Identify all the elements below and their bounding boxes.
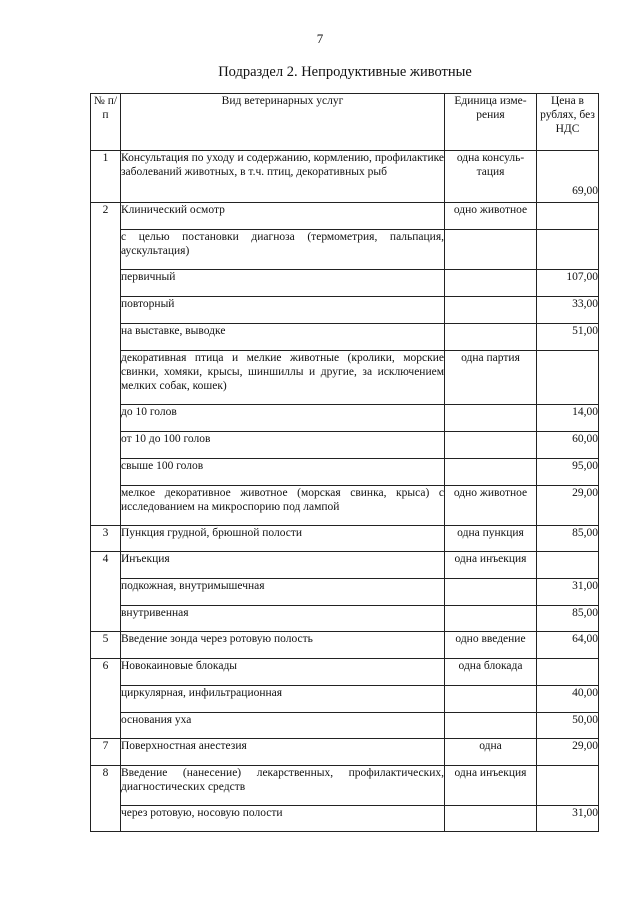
price-value: 95,00: [537, 459, 599, 486]
service-name: через ротовую, носовую полости: [121, 806, 445, 832]
header-service: Вид ветеринарных услуг: [121, 94, 445, 151]
unit-of-measure: одна консуль-тация: [445, 151, 537, 203]
service-name: Введение зонда через ротовую полость: [121, 632, 445, 659]
price-value: 69,00: [537, 151, 599, 203]
unit-of-measure: [445, 230, 537, 270]
price-value: 85,00: [537, 606, 599, 632]
price-table: [90, 93, 599, 832]
table-row: [91, 579, 599, 606]
table-row: [91, 806, 599, 832]
service-name: Новокаиновые блокады: [121, 659, 445, 686]
service-name: Поверхностная анестезия: [121, 739, 445, 766]
unit-of-measure: [445, 806, 537, 832]
unit-of-measure: одна инъекция: [445, 552, 537, 579]
service-name: основания уха: [121, 713, 445, 739]
unit-of-measure: [445, 686, 537, 713]
price-value: 33,00: [537, 297, 599, 324]
header-unit: Единица изме-рения: [445, 94, 537, 151]
row-number: 3: [91, 526, 121, 552]
service-name: Консультация по уходу и содержанию, кормлению, профилактике заболеваний животных, в т.ч. птиц, декоративных рыб: [121, 151, 445, 203]
price-value: 40,00: [537, 686, 599, 713]
unit-of-measure: [445, 459, 537, 486]
page-number: 7: [316, 31, 324, 46]
table-row: [91, 766, 599, 806]
service-name: свыше 100 голов: [121, 459, 445, 486]
unit-of-measure: [445, 432, 537, 459]
service-name: декоративная птица и мелкие животные (кролики, морские свинки, хомяки, крысы, шиншиллы и другие, за исключением мелких собак, кошек): [121, 351, 445, 405]
service-name: Клинический осмотр: [121, 203, 445, 230]
unit-of-measure: одно животное: [445, 203, 537, 230]
price-value: [537, 552, 599, 579]
table-row: [91, 552, 599, 579]
unit-of-measure: [445, 713, 537, 739]
table-row: [91, 151, 599, 203]
unit-of-measure: [445, 405, 537, 432]
price-value: 29,00: [537, 486, 599, 526]
unit-of-measure: одна блокада: [445, 659, 537, 686]
price-value: [537, 766, 599, 806]
header-price: Цена в рублях, без НДС: [537, 94, 599, 151]
table-row: [91, 405, 599, 432]
price-value: [537, 230, 599, 270]
price-value: 107,00: [537, 270, 599, 297]
service-name: Пункция грудной, брюшной полости: [121, 526, 445, 552]
price-value: 50,00: [537, 713, 599, 739]
unit-of-measure: [445, 579, 537, 606]
service-name: Инъекция: [121, 552, 445, 579]
service-name: повторный: [121, 297, 445, 324]
price-value: 29,00: [537, 739, 599, 766]
table-row: [91, 526, 599, 552]
unit-of-measure: [445, 324, 537, 351]
row-number: 4: [91, 552, 121, 632]
service-name: внутривенная: [121, 606, 445, 632]
unit-of-measure: [445, 297, 537, 324]
service-name: первичный: [121, 270, 445, 297]
unit-of-measure: одна пункция: [445, 526, 537, 552]
row-number: 6: [91, 659, 121, 739]
table-row: [91, 632, 599, 659]
header-num: № п/п: [91, 94, 121, 151]
unit-of-measure: [445, 270, 537, 297]
service-name: на выставке, выводке: [121, 324, 445, 351]
service-name: подкожная, внутримышечная: [121, 579, 445, 606]
price-value: 31,00: [537, 579, 599, 606]
table-row: [91, 324, 599, 351]
table-header-row: [91, 94, 599, 151]
table-row: [91, 659, 599, 686]
price-value: 31,00: [537, 806, 599, 832]
row-number: 2: [91, 203, 121, 526]
unit-of-measure: одна инъекция: [445, 766, 537, 806]
unit-of-measure: одна партия: [445, 351, 537, 405]
service-name: мелкое декоративное животное (морская свинка, крыса) с исследованием на микроспорию под лампой: [121, 486, 445, 526]
service-name: от 10 до 100 голов: [121, 432, 445, 459]
table-row: [91, 270, 599, 297]
service-name: Введение (нанесение) лекарственных, профилактических, диагностических средств: [121, 766, 445, 806]
table-row: [91, 351, 599, 405]
price-value: 51,00: [537, 324, 599, 351]
price-value: [537, 203, 599, 230]
service-name: с целью постановки диагноза (термометрия, пальпация, аускультация): [121, 230, 445, 270]
service-name: до 10 голов: [121, 405, 445, 432]
table-row: [91, 432, 599, 459]
price-value: [537, 659, 599, 686]
unit-of-measure: одна: [445, 739, 537, 766]
unit-of-measure: одно животное: [445, 486, 537, 526]
price-value: 64,00: [537, 632, 599, 659]
price-value: 14,00: [537, 405, 599, 432]
price-value: [537, 351, 599, 405]
unit-of-measure: одно введение: [445, 632, 537, 659]
table-row: [91, 686, 599, 713]
row-number: 8: [91, 766, 121, 832]
table-row: [91, 203, 599, 230]
row-number: 1: [91, 151, 121, 203]
table-row: [91, 606, 599, 632]
table-row: [91, 230, 599, 270]
row-number: 5: [91, 632, 121, 659]
price-value: 85,00: [537, 526, 599, 552]
table-row: [91, 739, 599, 766]
table-row: [91, 713, 599, 739]
section-title: Подраздел 2. Непродуктивные животные: [218, 64, 472, 80]
table-row: [91, 486, 599, 526]
price-value: 60,00: [537, 432, 599, 459]
row-number: 7: [91, 739, 121, 766]
unit-of-measure: [445, 606, 537, 632]
table-row: [91, 297, 599, 324]
table-row: [91, 459, 599, 486]
service-name: циркулярная, инфильтрационная: [121, 686, 445, 713]
